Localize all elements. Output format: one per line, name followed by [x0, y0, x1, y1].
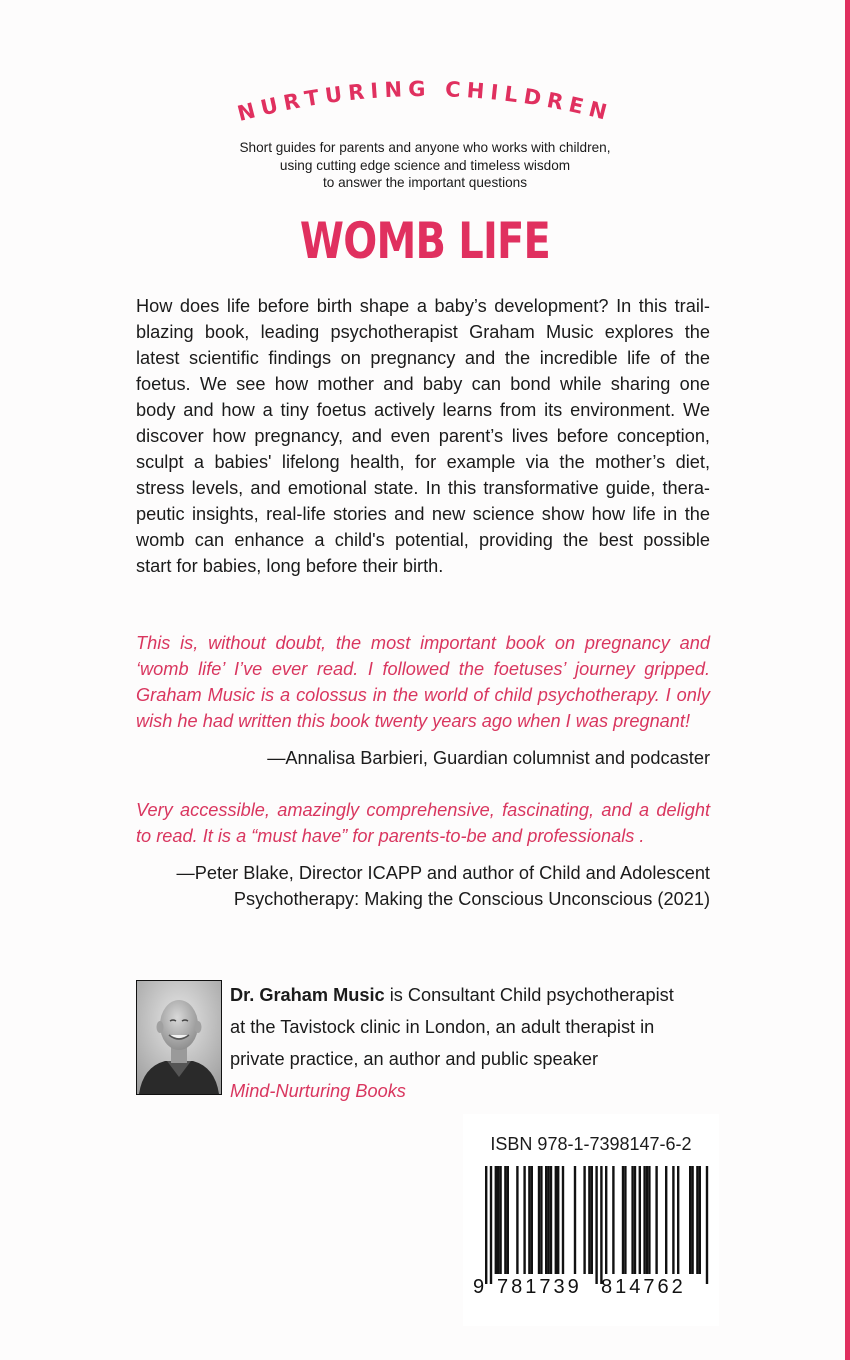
barcode-bar [706, 1166, 708, 1284]
barcode-bar [631, 1166, 633, 1274]
bio-line-2: at the Tavistock clinic in London, an adult therapist in [230, 1017, 655, 1037]
barcode-bar [507, 1166, 509, 1274]
subtitle-line: Short guides for parents and anyone who works with children, [239, 140, 611, 155]
barcode-bar [547, 1166, 549, 1274]
book-title: WOMB LIFE [299, 212, 551, 270]
quote-line: wish he had written this book twenty years ago when I was pregnant! [136, 711, 691, 731]
barcode-bar [624, 1166, 626, 1274]
isbn-label: ISBN 978-1-7398147-6-2 [490, 1134, 692, 1154]
author-name: Dr. Graham Music [230, 985, 385, 1005]
endorsement-attribution-2 [136, 860, 710, 912]
barcode-digits-right: 814762 [601, 1276, 686, 1298]
barcode-bar [499, 1166, 501, 1274]
barcode-bar [490, 1166, 492, 1284]
barcode-bar [485, 1166, 487, 1284]
barcode-bar [540, 1166, 542, 1274]
barcode-bar [699, 1166, 701, 1274]
series-title: NURTURING CHILDREN [234, 76, 616, 127]
author-photo [136, 980, 222, 1095]
barcode-bar [648, 1166, 650, 1274]
quote-line: Very accessible, amazingly comprehensive, fascinating, and a delight [136, 800, 710, 820]
barcode-block [463, 1114, 719, 1326]
endorsement-attribution-1 [136, 745, 710, 771]
barcode-bar [655, 1166, 657, 1274]
subtitle-line: using cutting edge science and timeless wisdom [279, 157, 571, 173]
quote-line: ‘womb life’ I’ve ever read. I followed the foetuses’ journey gripped. [136, 659, 710, 679]
bio-line-1 [230, 979, 720, 1011]
barcode-bar [538, 1166, 540, 1274]
attribution-line: —Peter Blake, Director ICAPP and author of Child and Adolescent [176, 863, 710, 883]
barcode-bar [497, 1166, 499, 1274]
barcode-bar [665, 1166, 667, 1274]
quote-line: This is, without doubt, the most important book on pregnancy and [136, 633, 710, 653]
barcode-bar [531, 1166, 533, 1274]
barcode-bar [691, 1166, 693, 1274]
barcode-bar [634, 1166, 636, 1274]
barcode-bar [605, 1166, 607, 1274]
barcode-bar [562, 1166, 564, 1274]
barcode-bar [643, 1166, 645, 1274]
barcode-bar [595, 1166, 597, 1284]
barcode-bar [612, 1166, 614, 1274]
barcode-bar [689, 1166, 691, 1274]
barcode-bars [473, 1166, 709, 1284]
barcode-bar [557, 1166, 559, 1274]
barcode-bar [583, 1166, 585, 1274]
subtitle-line: to answer the important questions [322, 175, 528, 190]
blurb-line: body and how a tiny foetus actively learns from its environment. We [136, 400, 710, 420]
barcode-bar [528, 1166, 530, 1274]
blurb-line: discover how pregnancy, and even parent’s lives before conception, [136, 426, 710, 446]
quote-line: Graham Music is a colossus in the world of child psychotherapy. I only [136, 685, 710, 705]
barcode-bar [516, 1166, 518, 1274]
attribution-line: —Annalisa Barbieri, Guardian columnist and podcaster [267, 748, 710, 768]
barcode-bar [504, 1166, 506, 1274]
barcode-bar [677, 1166, 679, 1274]
barcode-bar [588, 1166, 590, 1274]
barcode-bar [495, 1166, 497, 1274]
barcode-bar [574, 1166, 576, 1274]
attribution-line: Psychotherapy: Making the Conscious Unconscious (2021) [233, 889, 710, 909]
barcode-digits-left: 781739 [497, 1276, 582, 1298]
blurb-line: start for babies, long before their birth. [136, 556, 444, 576]
blurb-line: foetus. We see how mother and baby can bond while sharing one [136, 374, 710, 394]
barcode-bar [591, 1166, 593, 1274]
blurb-line: peutic insights, real-life stories and new science show how life in the [136, 504, 710, 524]
endorsement-quote-2 [136, 797, 710, 849]
blurb-line: sculpt a babies' lifelong health, for example via the mother’s diet, [136, 452, 710, 472]
series-title-arc [195, 68, 655, 138]
barcode-bar [672, 1166, 674, 1274]
blurb-line: How does life before birth shape a baby’s development? In this trail- [136, 296, 710, 316]
barcode-bar [600, 1166, 602, 1284]
blurb-line: stress levels, and emotional state. In this transformative guide, thera- [136, 478, 710, 498]
bio-text: is Consultant Child psychotherapist [384, 985, 674, 1005]
barcode-bar [696, 1166, 698, 1274]
blurb-line: blazing book, leading psychotherapist Graham Music explores the [136, 322, 710, 342]
blurb-line: womb can enhance a child's potential, providing the best possible [136, 530, 710, 550]
endorsement-quote-1 [136, 630, 710, 734]
barcode-bar [523, 1166, 525, 1274]
author-bio [230, 979, 720, 1107]
barcode-bar [545, 1166, 547, 1274]
series-subtitle [0, 139, 850, 192]
barcode-digit-first: 9 [473, 1276, 485, 1298]
barcode-bar [550, 1166, 552, 1274]
barcode-bar [555, 1166, 557, 1274]
book-blurb [136, 293, 710, 579]
barcode-bar [646, 1166, 648, 1274]
publisher-imprint: Mind-Nurturing Books [230, 1081, 406, 1101]
spine-edge-stripe [845, 0, 850, 1360]
barcode-bar [622, 1166, 624, 1274]
blurb-line: latest scientific findings on pregnancy and the incredible life of the [136, 348, 710, 368]
quote-line: to read. It is a “must have” for parents-to-be and professionals . [136, 826, 645, 846]
barcode-bar [639, 1166, 641, 1274]
bio-line-3: private practice, an author and public speaker [230, 1049, 599, 1069]
